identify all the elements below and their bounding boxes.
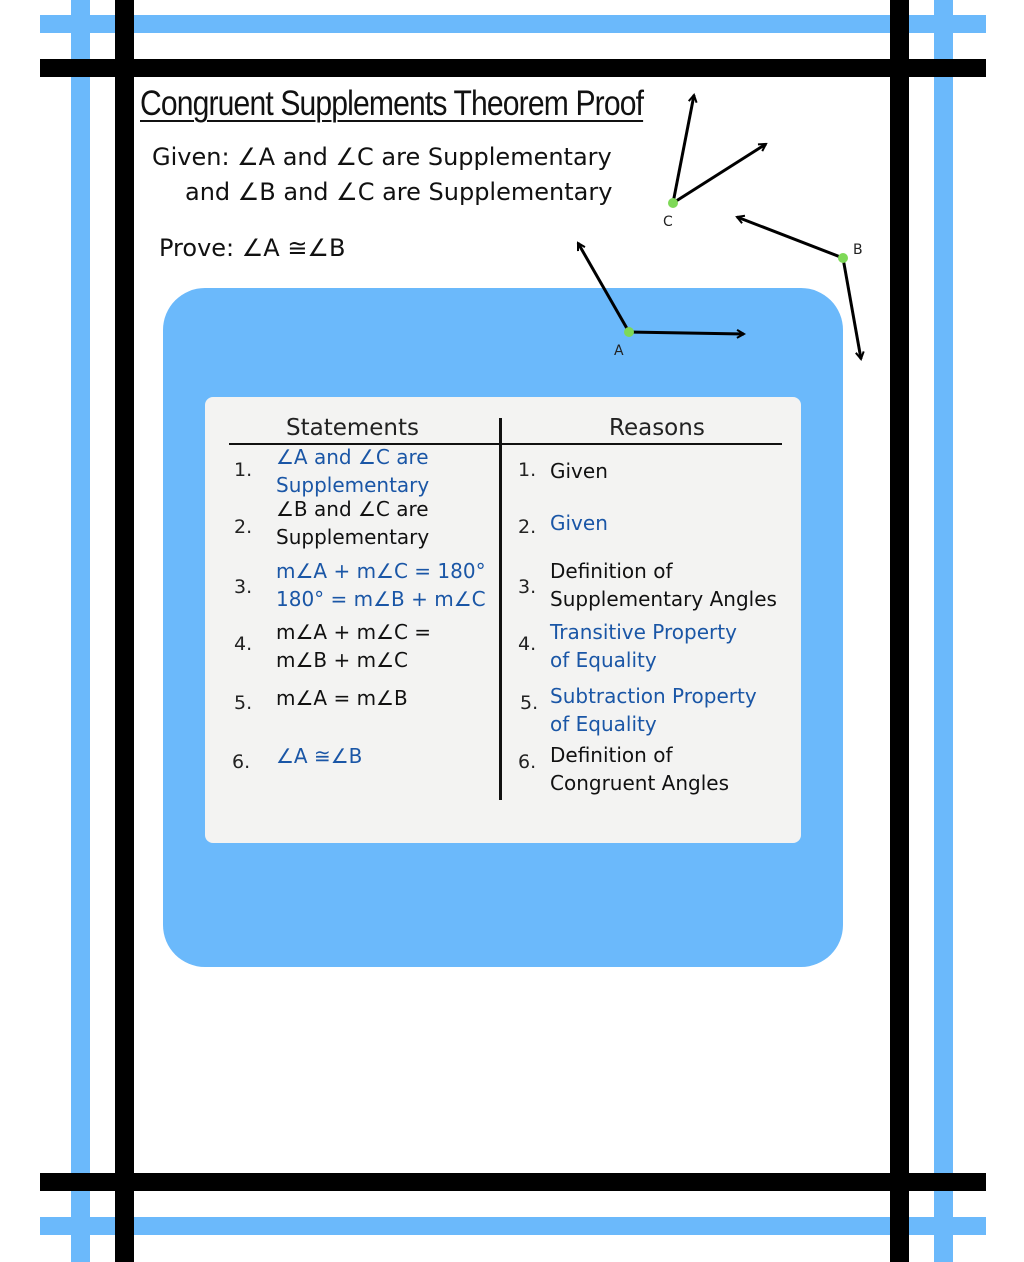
prove-statement: Prove: ∠A ≅∠B <box>159 234 346 262</box>
page-title: Congruent Supplements Theorem Proof <box>140 84 644 123</box>
row-6-statement <box>276 742 362 770</box>
row-4-reason-line-2: of Equality <box>550 648 657 672</box>
row-3-statement-line-1: m∠A + m∠C = 180° <box>276 559 486 583</box>
label-b: B <box>853 242 863 258</box>
angle-a <box>578 243 744 337</box>
row-6-reason-line-2: Congruent Angles <box>550 771 729 795</box>
row-4-statement-line-1: m∠A + m∠C = <box>276 620 432 644</box>
row-4-statement-line-2: m∠B + m∠C <box>276 648 408 672</box>
row-6-reason-number: 6. <box>518 751 537 773</box>
row-4-reason <box>550 618 737 674</box>
row-5-number: 5. <box>234 692 253 714</box>
row-2-statement <box>276 495 429 551</box>
row-3-statement-line-2: 180° = m∠B + m∠C <box>276 587 486 611</box>
statements-header: Statements <box>286 415 420 441</box>
row-4-reason-number: 4. <box>518 633 537 655</box>
row-5-reason <box>550 682 757 738</box>
row-2-statement-line-1: ∠B and ∠C are <box>276 497 429 521</box>
row-1-statement-line-2: Supplementary <box>276 473 430 497</box>
reasons-header: Reasons <box>609 415 705 441</box>
row-2-statement-line-2: Supplementary <box>276 525 430 549</box>
row-4-reason-line-1: Transitive Property <box>550 620 737 644</box>
row-2-reason <box>550 509 608 537</box>
row-1-number: 1. <box>234 459 253 481</box>
table-column-divider <box>499 418 502 800</box>
row-3-statement <box>276 557 486 613</box>
row-3-reason-line-2: Supplementary Angles <box>550 587 777 611</box>
row-5-reason-number: 5. <box>520 692 539 714</box>
angle-c <box>668 95 766 208</box>
row-4-number: 4. <box>234 633 253 655</box>
row-5-reason-line-1: Subtraction Property <box>550 684 757 708</box>
given-line-2: and ∠B and ∠C are Supplementary <box>185 178 613 206</box>
row-2-reason-number: 2. <box>518 516 537 538</box>
row-5-reason-line-2: of Equality <box>550 712 657 736</box>
label-c: C <box>663 214 673 230</box>
row-4-statement <box>276 618 431 674</box>
row-6-reason <box>550 741 729 797</box>
angle-b <box>737 217 861 359</box>
row-3-reason <box>550 557 777 613</box>
given-line-1: Given: ∠A and ∠C are Supplementary <box>152 143 612 171</box>
row-1-reason-number: 1. <box>518 459 537 481</box>
row-3-reason-number: 3. <box>518 576 537 598</box>
row-6-number: 6. <box>232 751 251 773</box>
label-a: A <box>614 343 624 359</box>
row-1-reason <box>550 457 608 485</box>
row-2-reason-line-1: Given <box>550 511 608 535</box>
row-6-reason-line-1: Definition of <box>550 743 673 767</box>
row-5-statement-line-1: m∠A = m∠B <box>276 686 408 710</box>
row-1-statement <box>276 443 429 499</box>
row-3-number: 3. <box>234 576 253 598</box>
row-5-statement <box>276 684 408 712</box>
row-2-number: 2. <box>234 516 253 538</box>
row-3-reason-line-1: Definition of <box>550 559 673 583</box>
row-6-statement-line-1: ∠A ≅∠B <box>276 744 363 768</box>
row-1-statement-line-1: ∠A and ∠C are <box>276 445 429 469</box>
row-1-reason-line-1: Given <box>550 459 608 483</box>
